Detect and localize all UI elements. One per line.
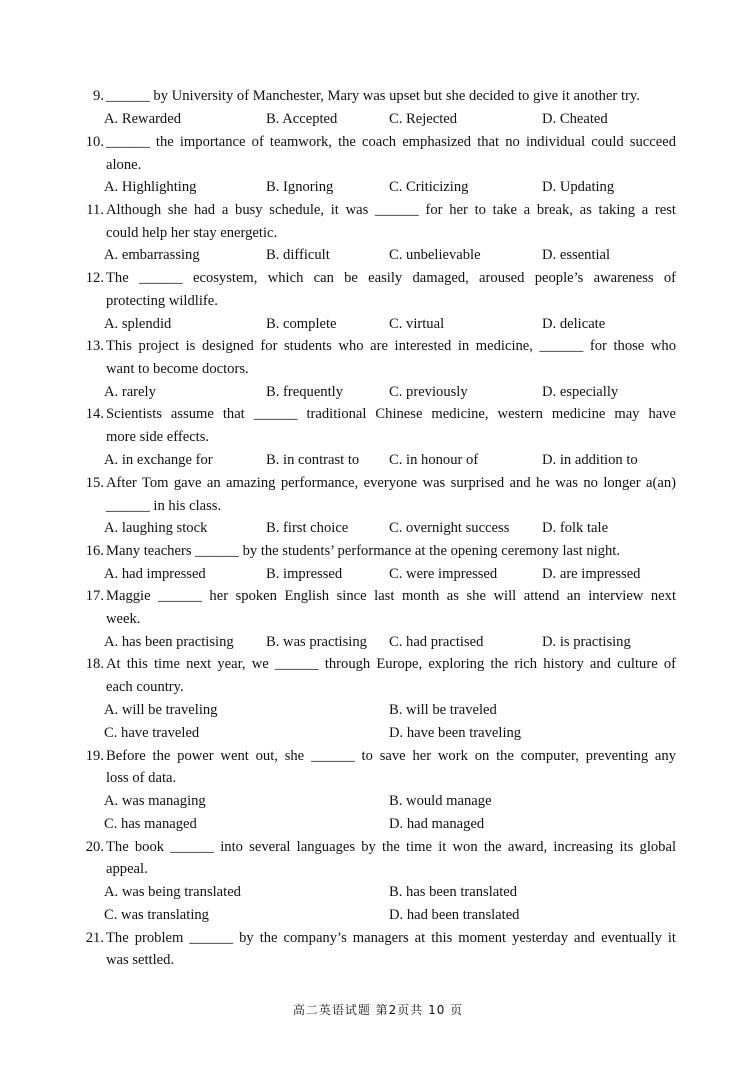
question-text: The ______ ecosystem, which can be easily damaged, aroused people’s awareness of [106, 270, 676, 286]
option-b[interactable]: B. was practising [266, 634, 367, 650]
option-a[interactable]: A. embarrassing [104, 247, 200, 263]
question-text-continued: ______ in his class. [106, 498, 222, 514]
option-c[interactable]: C. virtual [389, 316, 445, 332]
question-stem-line [0, 747, 676, 765]
question-stem-line [0, 587, 676, 605]
option-b[interactable]: B. would manage [389, 793, 492, 809]
option-c[interactable]: C. has managed [104, 816, 197, 832]
question-number: 12. [85, 270, 104, 286]
option-b[interactable]: B. will be traveled [389, 702, 497, 718]
question-text-continued: could help her stay energetic. [106, 225, 278, 241]
question-text-continued: week. [106, 611, 141, 627]
option-d[interactable]: D. in addition to [542, 452, 638, 468]
question-text: ______ the importance of teamwork, the coach emphasized that no individual could succeed [106, 134, 676, 150]
option-d[interactable]: D. especially [542, 384, 619, 400]
question-text: The book ______ into several languages by the time it won the award, increasing its global [106, 839, 676, 855]
question-text: At this time next year, we ______ through Europe, exploring the rich history and culture of [106, 656, 676, 672]
question-text-continued: loss of data. [106, 770, 177, 786]
question-text: Many teachers ______ by the students’ performance at the opening ceremony last night. [106, 543, 621, 559]
option-d[interactable]: D. essential [542, 247, 611, 263]
option-c[interactable]: C. Rejected [389, 111, 458, 127]
option-b[interactable]: B. has been translated [389, 884, 518, 900]
question-stem-line [0, 838, 676, 856]
option-a[interactable]: A. rarely [104, 384, 156, 400]
question-number: 17. [85, 588, 104, 604]
question-number: 11. [86, 202, 104, 218]
question-text: The problem ______ by the company’s managers at this moment yesterday and eventually it [106, 930, 676, 946]
question-text-continued: each country. [106, 679, 184, 695]
question-number: 9. [93, 88, 104, 104]
option-d[interactable]: D. delicate [542, 316, 606, 332]
question-number: 14. [85, 406, 104, 422]
question-stem-line [0, 474, 676, 492]
option-d[interactable]: D. have been traveling [389, 725, 522, 741]
question-number: 16. [85, 543, 104, 559]
option-c[interactable]: C. were impressed [389, 566, 498, 582]
option-c[interactable]: C. Criticizing [389, 179, 469, 195]
option-c[interactable]: C. have traveled [104, 725, 200, 741]
option-a[interactable]: A. had impressed [104, 566, 206, 582]
option-b[interactable]: B. difficult [266, 247, 330, 263]
question-text-continued: more side effects. [106, 429, 210, 445]
option-c[interactable]: C. had practised [389, 634, 484, 650]
option-b[interactable]: B. in contrast to [266, 452, 360, 468]
option-c[interactable]: C. previously [389, 384, 468, 400]
question-number: 20. [85, 839, 104, 855]
option-d[interactable]: D. had managed [389, 816, 485, 832]
option-d[interactable]: D. are impressed [542, 566, 641, 582]
option-b[interactable]: B. impressed [266, 566, 343, 582]
question-number: 18. [85, 656, 104, 672]
option-d[interactable]: D. folk tale [542, 520, 609, 536]
option-a[interactable]: A. was managing [104, 793, 206, 809]
option-b[interactable]: B. Ignoring [266, 179, 334, 195]
question-text-continued: appeal. [106, 861, 148, 877]
question-number: 10. [85, 134, 104, 150]
question-number: 19. [85, 748, 104, 764]
question-text: This project is designed for students who are interested in medicine, ______ for those who [106, 338, 676, 354]
option-c[interactable]: C. was translating [104, 907, 209, 923]
option-a[interactable]: A. was being translated [104, 884, 241, 900]
question-text-continued: protecting wildlife. [106, 293, 218, 309]
question-number: 13. [85, 338, 104, 354]
option-a[interactable]: A. Highlighting [104, 179, 197, 195]
question-stem-line [0, 87, 676, 105]
question-text: Maggie ______ her spoken English since last month as she will attend an interview next [106, 588, 676, 604]
question-stem-line [0, 655, 676, 673]
question-stem-line [0, 405, 676, 423]
option-b[interactable]: B. Accepted [266, 111, 338, 127]
question-text: Before the power went out, she ______ to save her work on the computer, preventing any [106, 748, 676, 764]
question-text: After Tom gave an amazing performance, everyone was surprised and he was no longer a(an) [106, 475, 676, 491]
option-a[interactable]: A. in exchange for [104, 452, 213, 468]
question-stem-line [0, 337, 676, 355]
question-text: Scientists assume that ______ traditional Chinese medicine, western medicine may have [106, 406, 676, 422]
question-stem-line [0, 133, 676, 151]
question-text: Although she had a busy schedule, it was ______ for her to take a break, as taking a rest [106, 202, 676, 218]
question-stem-line [0, 269, 676, 287]
option-c[interactable]: C. unbelievable [389, 247, 481, 263]
option-b[interactable]: B. frequently [266, 384, 344, 400]
option-d[interactable]: D. is practising [542, 634, 631, 650]
question-stem-line [0, 542, 676, 560]
option-c[interactable]: C. in honour of [389, 452, 479, 468]
option-b[interactable]: B. complete [266, 316, 337, 332]
option-a[interactable]: A. laughing stock [104, 520, 208, 536]
question-text-continued: alone. [106, 157, 142, 173]
question-stem-line [0, 929, 676, 947]
question-text: ______ by University of Manchester, Mary was upset but she decided to give it another try. [106, 88, 640, 104]
option-d[interactable]: D. Cheated [542, 111, 608, 127]
question-text-continued: was settled. [106, 952, 175, 968]
question-number: 15. [85, 475, 104, 491]
option-b[interactable]: B. first choice [266, 520, 349, 536]
option-c[interactable]: C. overnight success [389, 520, 510, 536]
question-stem-line [0, 201, 676, 219]
question-text-continued: want to become doctors. [106, 361, 249, 377]
option-a[interactable]: A. will be traveling [104, 702, 218, 718]
option-d[interactable]: D. Updating [542, 179, 615, 195]
page-footer: 高二英语试题 第2页共 10 页 [292, 1003, 464, 1017]
option-a[interactable]: A. has been practising [104, 634, 234, 650]
option-a[interactable]: A. splendid [104, 316, 172, 332]
question-number: 21. [85, 930, 104, 946]
option-a[interactable]: A. Rewarded [104, 111, 181, 127]
option-d[interactable]: D. had been translated [389, 907, 520, 923]
